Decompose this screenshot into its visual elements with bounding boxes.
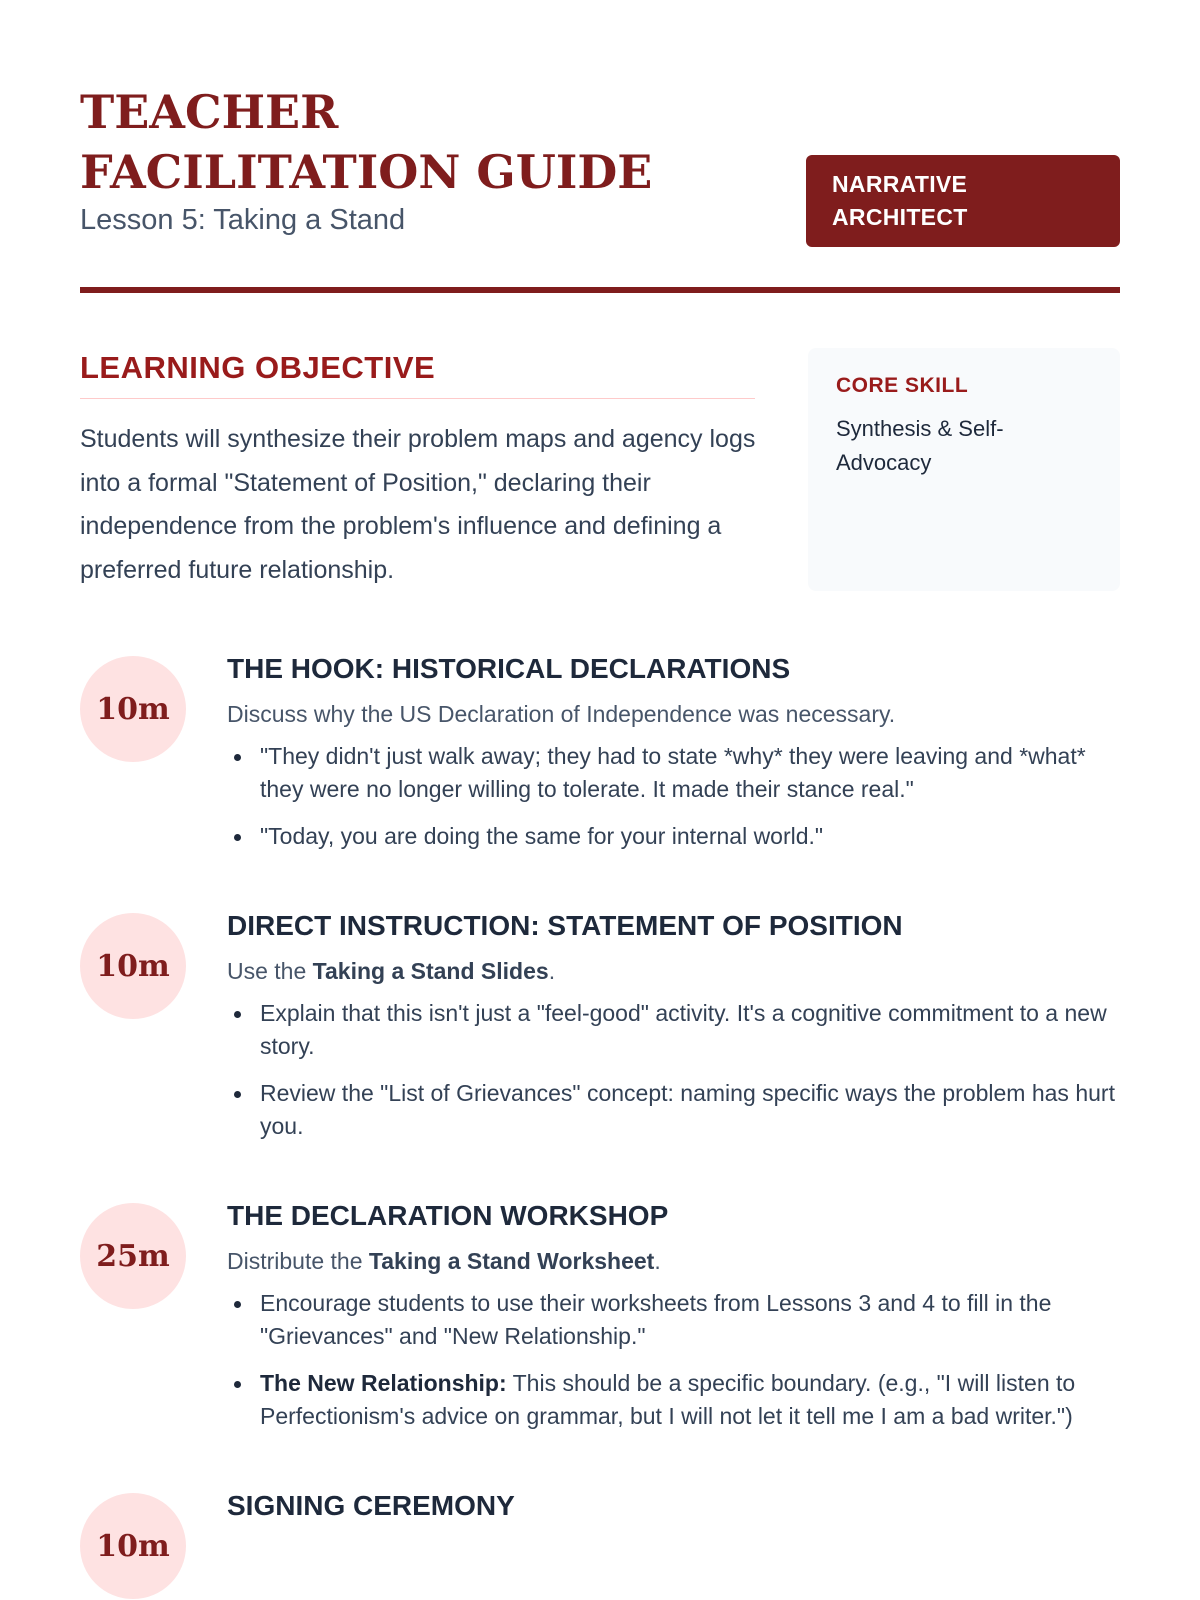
page-title: TEACHER FACILITATION GUIDE	[80, 85, 653, 199]
bullet-list	[227, 997, 1120, 1143]
section-hook	[80, 650, 1120, 853]
core-skill-label: CORE SKILL	[836, 374, 969, 397]
core-skill-value: Synthesis & Self-Advocacy	[836, 416, 1004, 475]
bullet-item: "Today, you are doing the same for your internal world."	[227, 820, 1120, 853]
bullet-item: Explain that this isn't just a "feel-good" activity. It's a cognitive commitment to a new story.	[227, 997, 1120, 1063]
section-intro: Discuss why the US Declaration of Independence was necessary.	[227, 701, 896, 727]
time-badge: 10m	[80, 656, 186, 762]
header-divider	[80, 287, 1120, 293]
worksheet-resource-name: Taking a Stand Worksheet	[368, 1248, 655, 1274]
objective-row	[80, 295, 1120, 630]
learning-objective-heading: LEARNING OBJECTIVE	[80, 350, 755, 399]
bullet-item: "They didn't just walk away; they had to state *why* they were leaving and *what* they were no longer willing to tolerate. It made their stance real."	[227, 740, 1120, 806]
section-title: THE HOOK: HISTORICAL DECLARATIONS	[227, 653, 791, 684]
section-signing-ceremony	[80, 1487, 1120, 1564]
header	[80, 0, 1120, 295]
time-badge: 10m	[80, 1493, 186, 1599]
core-skill-card	[808, 348, 1120, 591]
slides-resource-name: Taking a Stand Slides	[312, 958, 549, 984]
section-title: DIRECT INSTRUCTION: STATEMENT OF POSITION	[227, 910, 903, 941]
bullet-item	[227, 1367, 1120, 1433]
lesson-sections	[80, 650, 1120, 1579]
bullet-list	[227, 1287, 1120, 1433]
bullet-list	[227, 740, 1120, 853]
time-badge: 10m	[80, 913, 186, 1019]
time-badge: 25m	[80, 1203, 186, 1309]
bullet-item: Review the "List of Grievances" concept: naming specific ways the problem has hurt you.	[227, 1077, 1120, 1143]
section-title: THE DECLARATION WORKSHOP	[227, 1200, 669, 1231]
section-direct-instruction	[80, 907, 1120, 1143]
section-declaration-workshop	[80, 1197, 1120, 1433]
bullet-bold-lead: The New Relationship:	[260, 1370, 507, 1396]
intro-text: Distribute the	[227, 1248, 369, 1274]
narrative-architect-badge: NARRATIVE ARCHITECT	[806, 155, 1120, 247]
bullet-item: Encourage students to use their worksheets from Lessons 3 and 4 to fill in the "Grievances" and "New Relationship."	[227, 1287, 1120, 1353]
bullet-text: This should be a specific boundary. (e.g., "I will listen to Perfectionism's advice on grammar, but I will not let it tell me I am a bad writer.")	[260, 1370, 1076, 1429]
lesson-subtitle: Lesson 5: Taking a Stand	[80, 204, 406, 236]
section-title: SIGNING CEREMONY	[227, 1490, 515, 1521]
intro-text-end: .	[654, 1248, 661, 1274]
section-intro	[227, 955, 1120, 987]
learning-objective-text: Students will synthesize their problem maps and agency logs into a formal "Statement of Position," declaring their independence from the problem's influence and defining a preferred future relationship.	[80, 425, 756, 584]
intro-text-end: .	[548, 958, 556, 984]
intro-text: Use the	[227, 958, 313, 984]
section-intro	[227, 1245, 1120, 1277]
